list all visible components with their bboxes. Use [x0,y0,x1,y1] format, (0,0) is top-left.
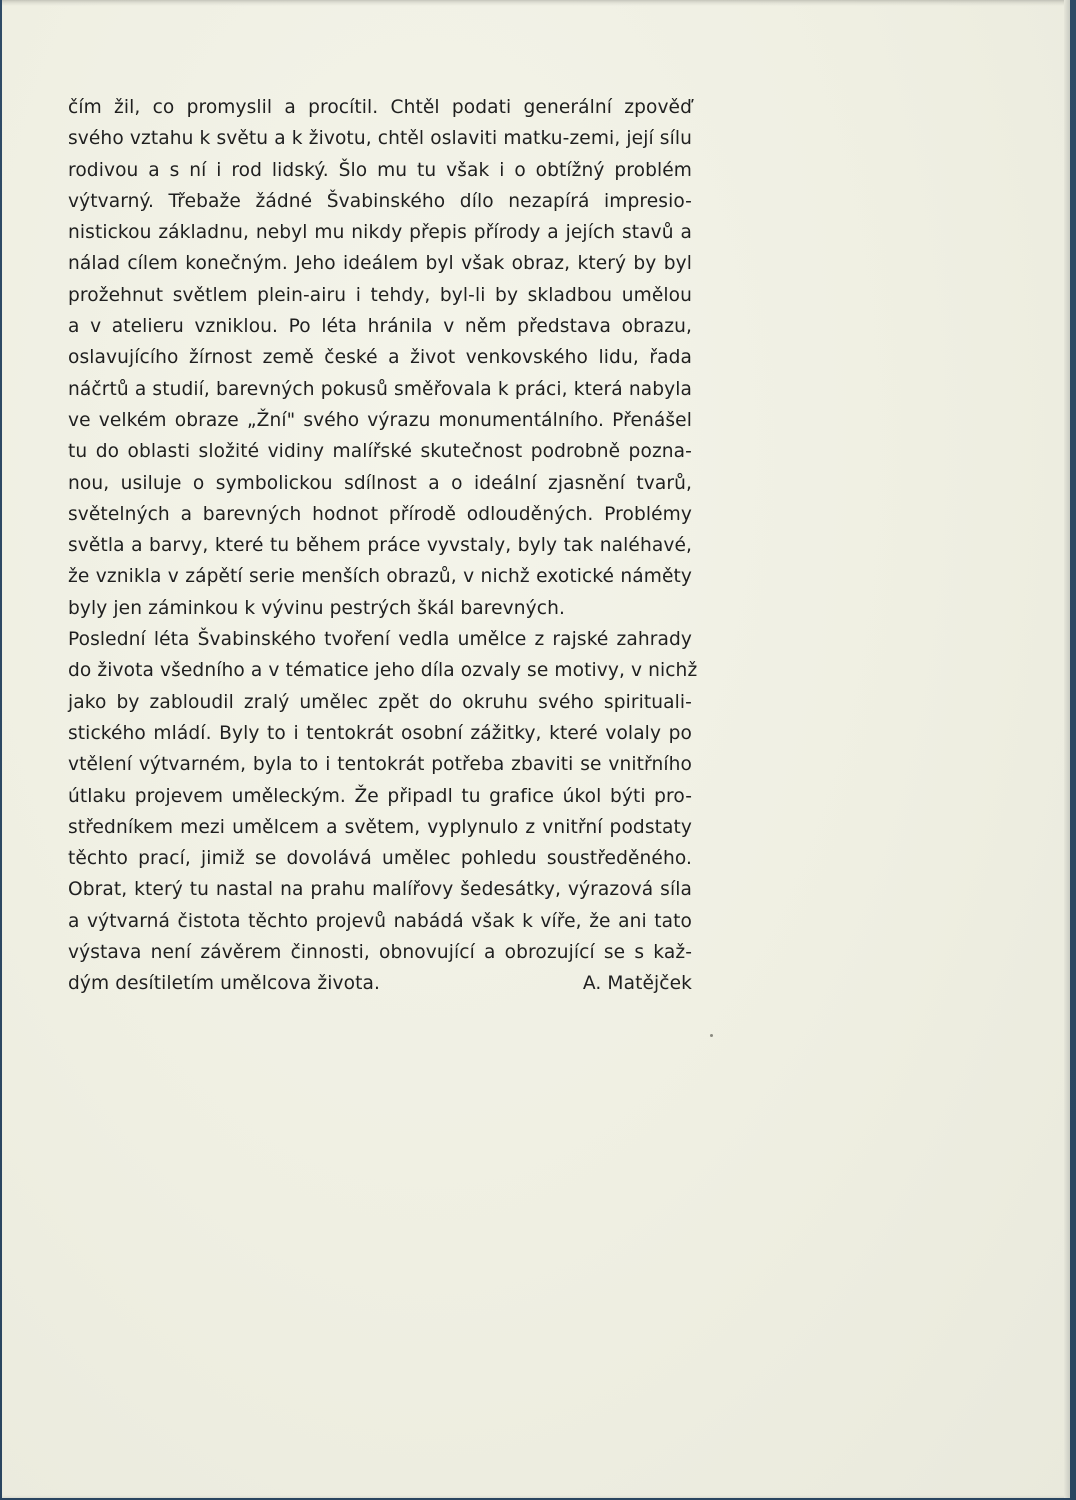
text-line: těchto prací, jimiž se dovolává umělec pohledu soustředěného. [68,848,692,870]
final-text-line: dým desítiletím umělcova života. [68,973,380,995]
text-line: a výtvarná čistota těchto projevů nabádá však k víře, že ani tato [68,910,692,932]
text-line: světelných a barevných hodnot přírodě odlouděných. Problémy [68,503,692,525]
text-line: a v atelieru vzniklou. Po léta hránila v něm představa obrazu, [68,316,692,338]
text-line: náčrtů a studií, barevných pokusů směřovala k práci, která nabyla [68,378,692,400]
text-line: výstava není závěrem činnosti, obnovující a obrozující se s kaž- [68,942,692,964]
page-top-shadow [2,0,1070,6]
paper-page [2,0,1070,1498]
text-line: do života všedního a v tématice jeho díla ozvaly se motivy, v nichž [68,660,698,682]
closing-line [68,968,692,999]
text-line: výtvarný. Třebaže žádné Švabinského dílo nezapírá impresio- [68,190,692,212]
text-line: středníkem mezi umělcem a světem, vyplynulo z vnitřní podstaty [68,816,692,838]
paragraph-end-line: byly jen záminkou k vývinu pestrých škál barevných. [68,597,565,619]
text-line: Poslední léta Švabinského tvoření vedla umělce z rajské zahrady [68,629,692,651]
text-line: stického mládí. Byly to i tentokrát osobní zážitky, které volaly po [68,722,692,744]
author-signature: A. Matějček [582,973,692,995]
text-line: vtělení výtvarném, byla to i tentokrát potřeba zbaviti se vnitřního [68,754,692,776]
text-line: svého vztahu k světu a k životu, chtěl oslaviti matku-zemi, její sílu [68,128,692,150]
text-line: nálad cílem konečným. Jeho ideálem byl však obraz, který by byl [68,253,692,275]
text-line: ve velkém obraze „Žní" svého výrazu monumentálního. Přenášel [68,409,692,431]
text-line: nou, usiluje o symbolickou sdílnost a o ideální zjasnění tvarů, [68,472,692,494]
page-edge [1064,0,1070,1498]
text-line: tu do oblasti složité vidiny malířské skutečnost podrobně pozna- [68,441,692,463]
paper-speck [710,1034,713,1037]
text-line: světla a barvy, které tu během práce vyvstaly, byly tak naléhavé, [68,535,692,557]
text-line: útlaku projevem uměleckým. Že připadl tu grafice úkol býti pro- [68,785,692,807]
text-line: čím žil, co promyslil a procítil. Chtěl podati generální zpověď [68,97,692,118]
text-line: prožehnut světlem plein-airu i tehdy, byl-li by skladbou umělou [68,284,692,306]
text-line: oslavujícího žírnost země české a život venkovského lidu, řada [68,347,692,369]
text-line: jako by zabloudil zralý umělec zpět do okruhu svého spirituali- [68,691,692,713]
text-line: že vznikla v zápětí serie menších obrazů, v nichž exotické náměty [68,566,692,588]
text-line: nistickou základnu, nebyl mu nikdy přepis přírody a jejích stavů a [68,222,692,244]
text-line: rodivou a s ní i rod lidský. Šlo mu tu však i o obtížný problém [68,159,692,181]
text-line: Obrat, který tu nastal na prahu malířovy šedesátky, výrazová síla [68,879,692,901]
body-text [68,92,698,1000]
